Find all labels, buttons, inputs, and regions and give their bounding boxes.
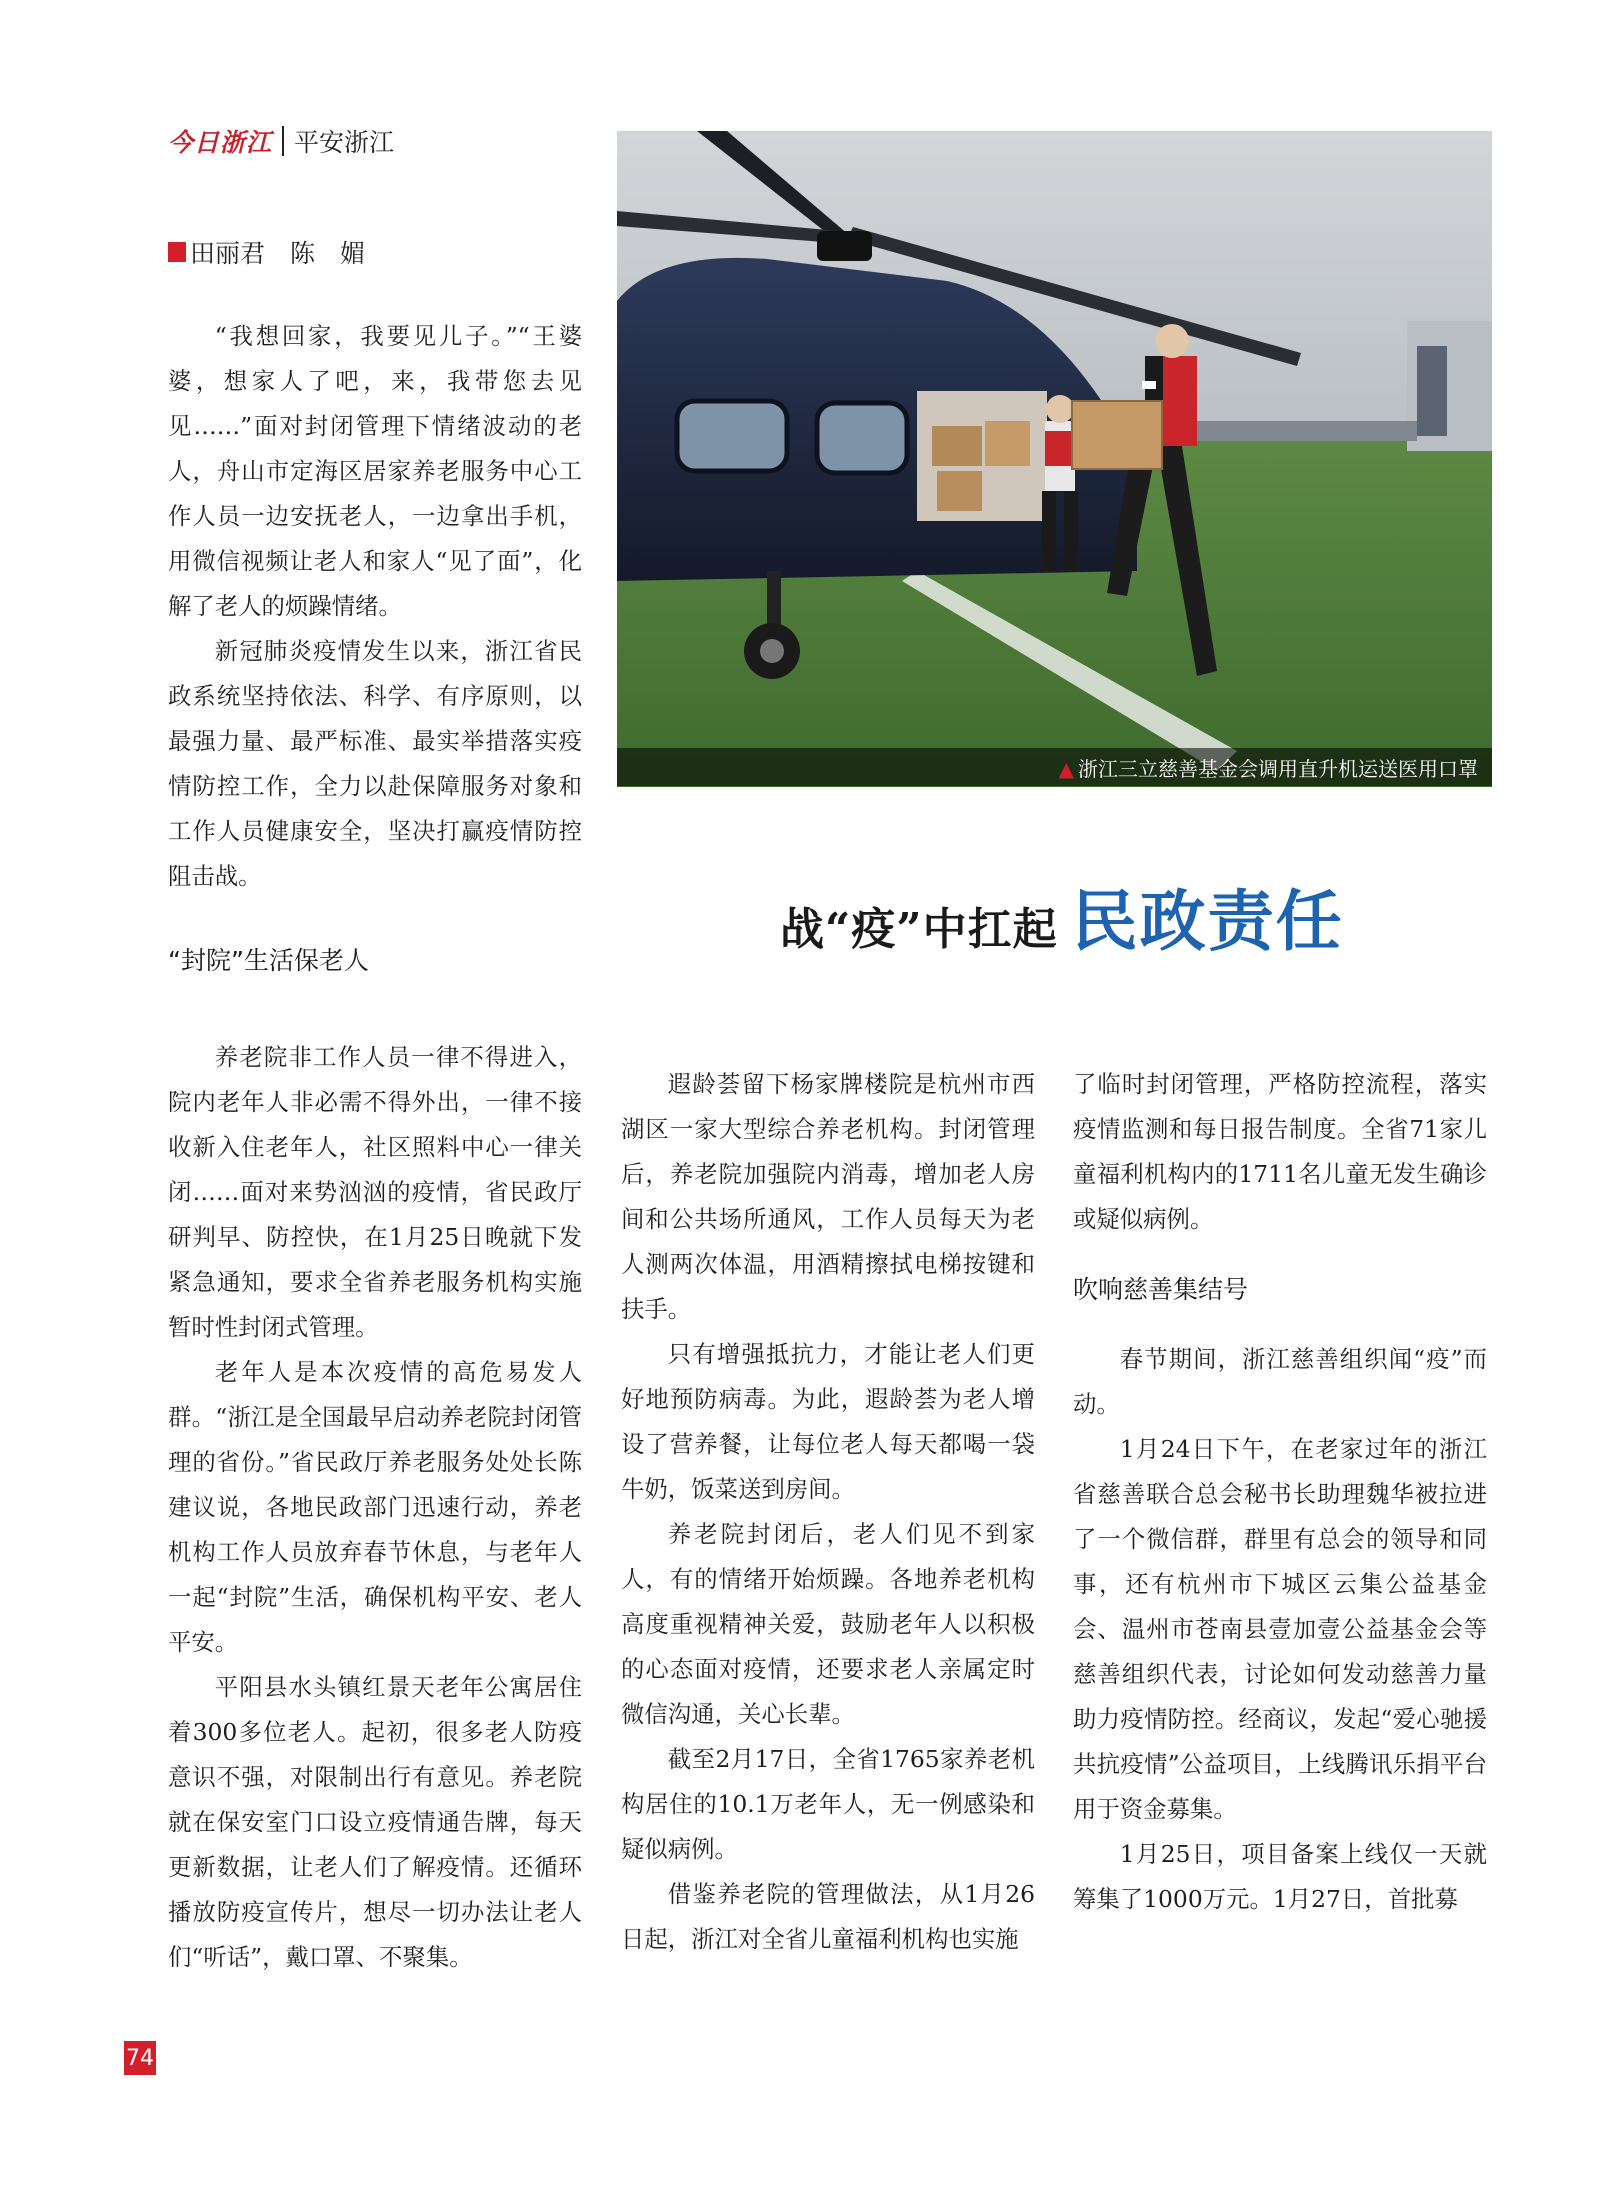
paragraph: 养老院非工作人员一律不得进入，院内老年人非必需不得外出，一律不接收新入住老年人，社区照料中心一律关闭……面对来势汹汹的疫情，省民政厅研判早、防控快，在1月25日晚就下发紧急通知，要求全省养老服务机构实施暂时性封闭式管理。	[168, 1043, 582, 1341]
headline-part-2: 民政责任	[1071, 883, 1344, 960]
paragraph: “我想回家，我要见儿子。”“王婆婆，想家人了吧，来，我带您去见见……”面对封闭管理下情绪波动的老人，舟山市定海区居家养老服务中心工作人员一边安抚老人，一边拿出手机，用微信视频让老人和家人“见了面”，化解了老人的烦躁情绪。	[168, 322, 582, 620]
column-2	[621, 1062, 1035, 1962]
paragraph: 春节期间，浙江慈善组织闻“疫”而动。	[1073, 1345, 1487, 1418]
column-1-body	[168, 938, 582, 1980]
paragraph: 平阳县水头镇红景天老年公寓居住着300多位老人。起初，很多老人防疫意识不强，对限制出行有意见。养老院就在保安室门口设立疫情通告牌，每天更新数据，让老人们了解疫情。还循环播放防疫宣传片，想尽一切办法让老人们“听话”，戴口罩、不聚集。	[168, 1673, 582, 1971]
paragraph: 借鉴养老院的管理做法，从1月26日起，浙江对全省儿童福利机构也实施	[621, 1880, 1035, 1953]
photo-caption	[1059, 753, 1478, 782]
magazine-logo: 今日浙江	[168, 128, 273, 157]
byline	[168, 234, 365, 270]
section-heading: 吹响慈善集结号	[1073, 1275, 1249, 1304]
section-name: 平安浙江	[294, 128, 395, 157]
headline-part-1: 战“疫”中扛起	[780, 904, 1058, 955]
photo-illustration	[617, 131, 1492, 787]
caption-text: 浙江三立慈善基金会调用直升机运送医用口罩	[1078, 756, 1478, 781]
column-1-intro	[168, 314, 582, 899]
byline-authors: 田丽君 陈 媚	[190, 239, 366, 268]
paragraph: 1月25日，项目备案上线仅一天就筹集了1000万元。1月27日，首批募	[1073, 1840, 1487, 1913]
paragraph: 新冠肺炎疫情发生以来，浙江省民政系统坚持依法、科学、有序原则，以最强力量、最严标准、最实举措落实疫情防控工作，全力以赴保障服务对象和工作人员健康安全，坚决打赢疫情防控阻击战。	[168, 637, 582, 890]
paragraph-continued: 了临时封闭管理，严格防控流程，落实疫情监测和每日报告制度。全省71家儿童福利机构内的1711名儿童无发生确诊或疑似病例。	[1073, 1070, 1487, 1233]
paragraph: 养老院封闭后，老人们见不到家人，有的情绪开始烦躁。各地养老机构高度重视精神关爱，鼓励老年人以积极的心态面对疫情，还要求老人亲属定时微信沟通，关心长辈。	[621, 1520, 1035, 1728]
helicopter-photo	[617, 131, 1492, 787]
masthead-divider	[282, 126, 284, 156]
column-3	[1073, 1062, 1487, 1922]
masthead	[168, 124, 394, 158]
paragraph: 只有增强抵抗力，才能让老人们更好地预防病毒。为此，遐龄荟为老人增设了营养餐，让每位老人每天都喝一袋牛奶，饭菜送到房间。	[621, 1340, 1035, 1503]
byline-marker	[168, 242, 186, 262]
photo-caption-bar	[617, 748, 1492, 786]
paragraph: 老年人是本次疫情的高危易发人群。“浙江是全国最早启动养老院封闭管理的省份。”省民政厅养老服务处处长陈建议说，各地民政部门迅速行动，养老机构工作人员放弃春节休息，与老年人一起“封院”生活，确保机构平安、老人平安。	[168, 1358, 582, 1656]
paragraph: 截至2月17日，全省1765家养老机构居住的10.1万老年人，无一例感染和疑似病例。	[621, 1745, 1035, 1863]
paragraph: 1月24日下午，在老家过年的浙江省慈善联合总会秘书长助理魏华被拉进了一个微信群，群里有总会的领导和同事，还有杭州市下城区云集公益基金会、温州市苍南县壹加壹公益基金会等慈善组织代表，讨论如何发动慈善力量助力疫情防控。经商议，发起“爱心驰援 共抗疫情”公益项目，上线腾讯乐捐平台用于资金募集。	[1073, 1435, 1487, 1823]
page-number: 74	[124, 2041, 156, 2075]
section-heading: “封院”生活保老人	[168, 946, 369, 975]
article-headline	[780, 868, 1344, 963]
caption-triangle-icon: ▲	[1058, 756, 1074, 781]
paragraph: 遐龄荟留下杨家牌楼院是杭州市西湖区一家大型综合养老机构。封闭管理后，养老院加强院内消毒，增加老人房间和公共场所通风，工作人员每天为老人测两次体温，用酒精擦拭电梯按键和扶手。	[621, 1070, 1035, 1323]
